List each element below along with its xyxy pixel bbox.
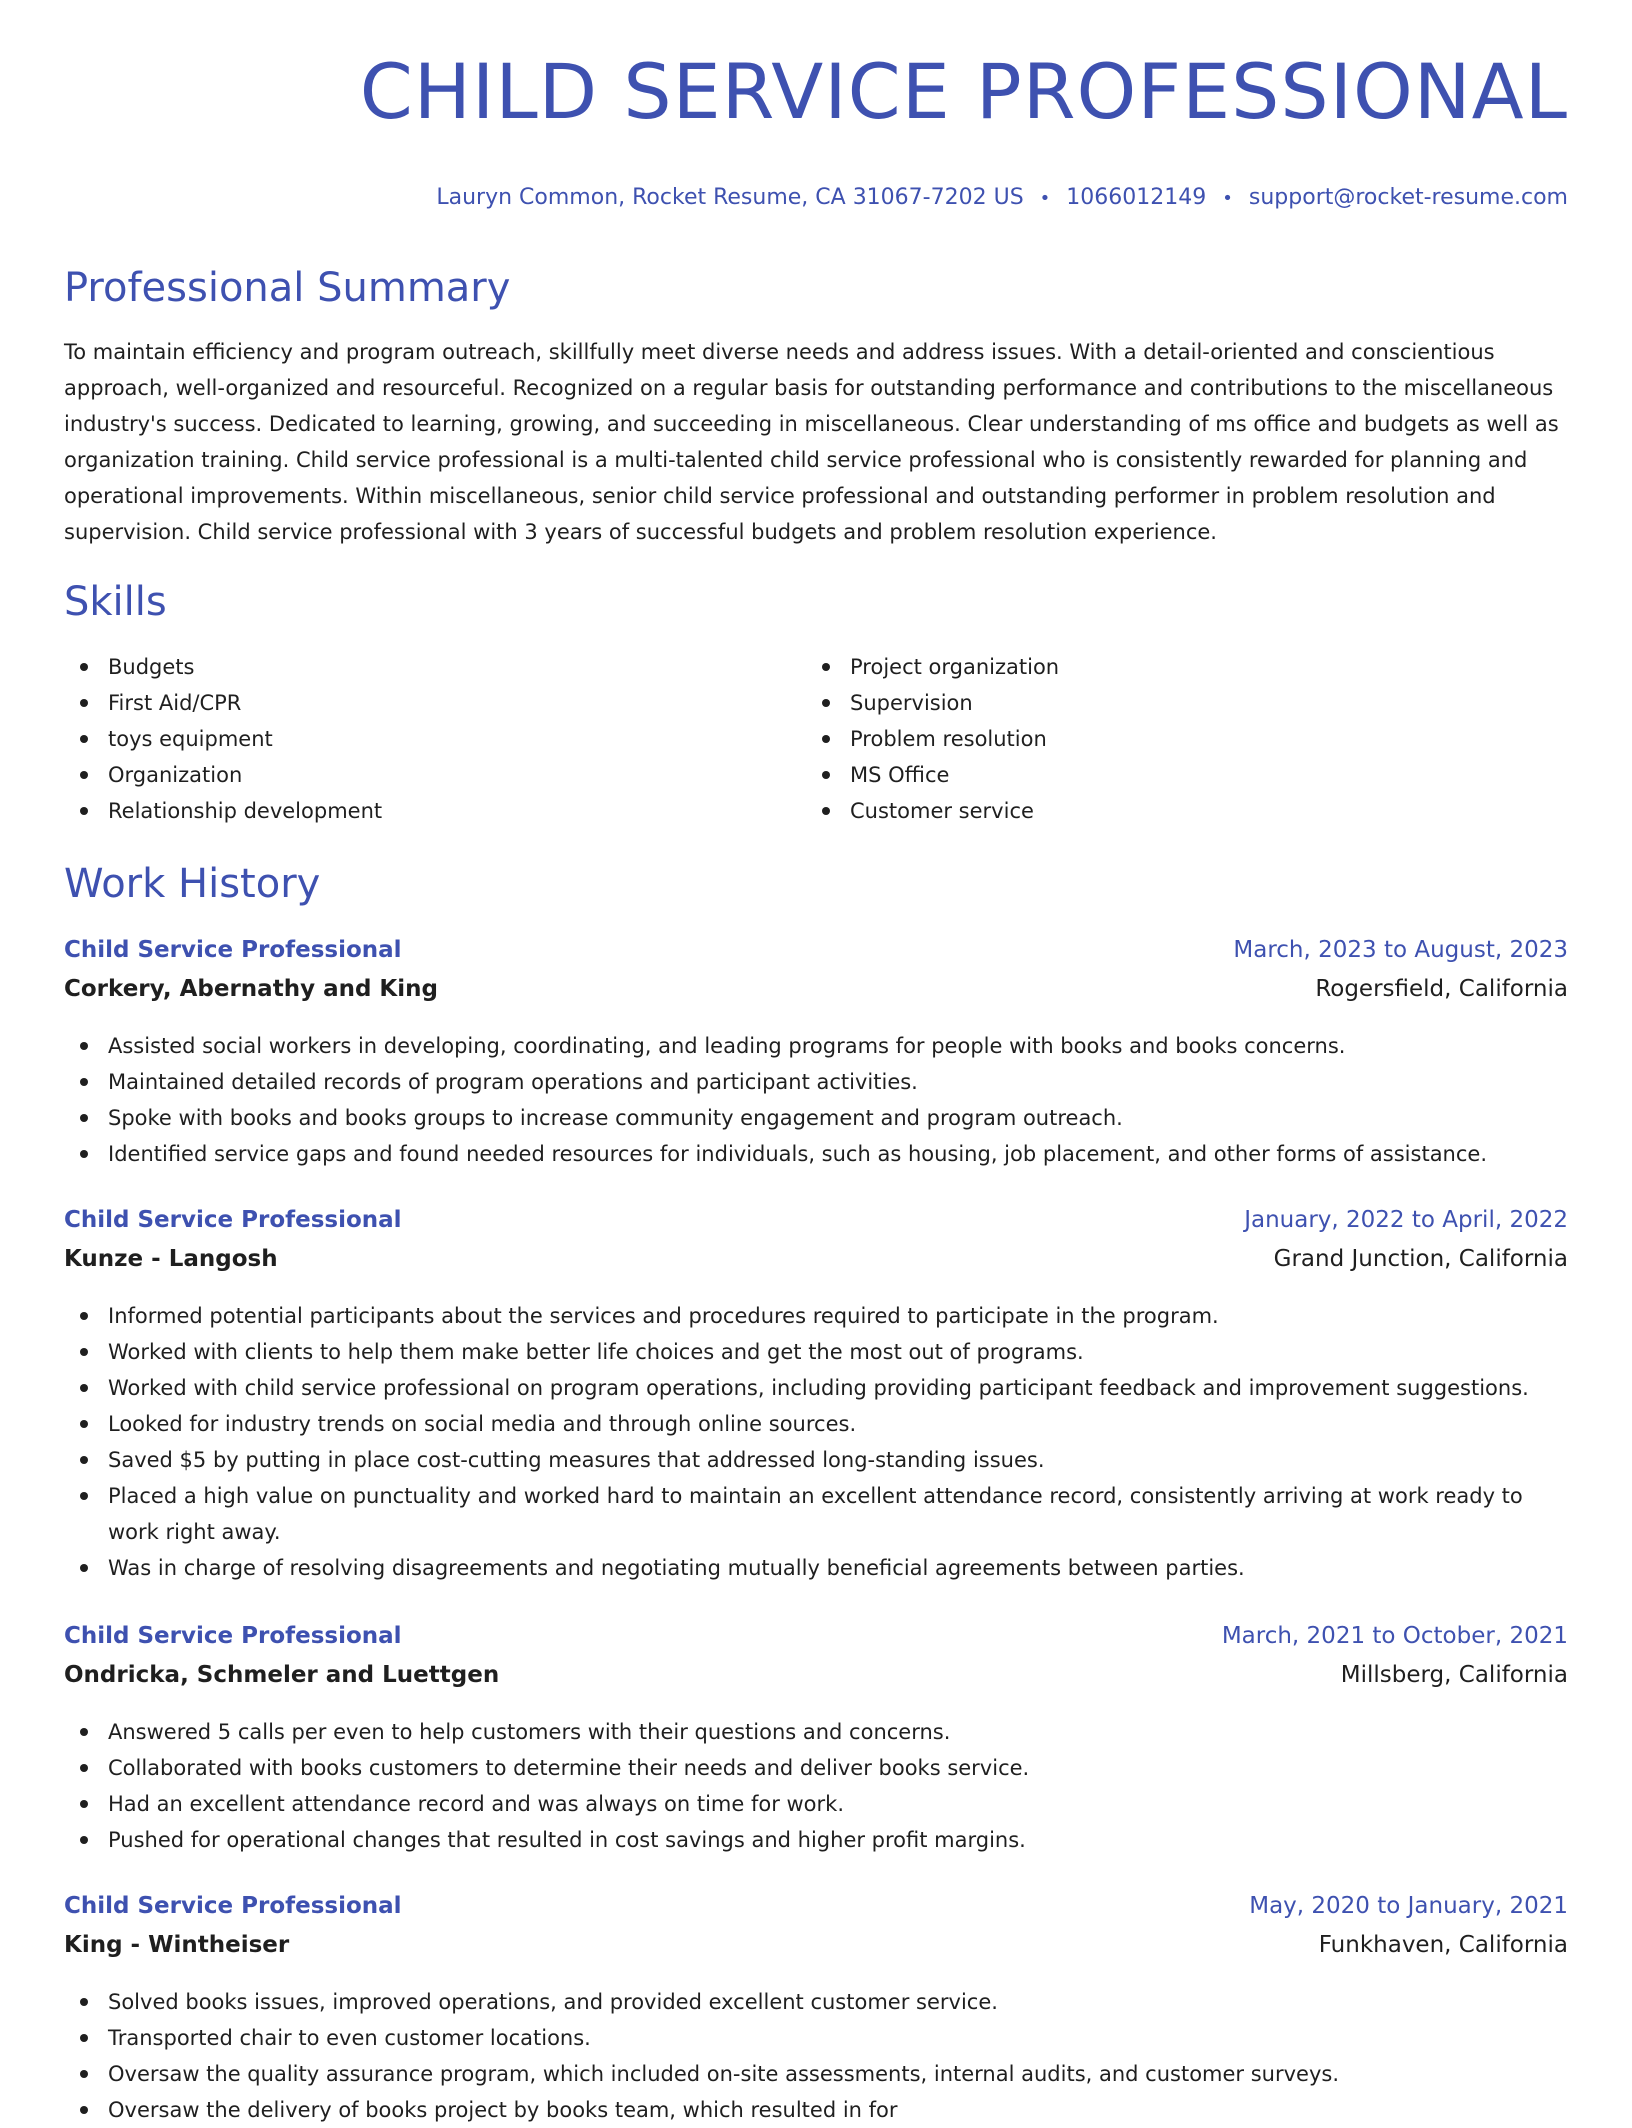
job-title: Child Service Professional <box>64 1207 402 1233</box>
job-location: Millsberg, California <box>1340 1662 1568 1688</box>
job-bullet: Identified service gaps and found needed resources for individuals, such as housing, job placement, and other forms of assistance. <box>64 1136 1568 1172</box>
skill-item: Customer service <box>806 793 1506 829</box>
job-dates: January, 2022 to April, 2022 <box>1244 1207 1568 1233</box>
job-bullet: Oversaw the quality assurance program, which included on-site assessments, internal audits, and customer surveys. <box>64 2056 1568 2092</box>
job-bullets <box>64 1984 1568 2128</box>
job-title: Child Service Professional <box>64 1893 402 1919</box>
job-bullet: Was in charge of resolving disagreements and negotiating mutually beneficial agreements between parties. <box>64 1550 1568 1586</box>
contact-separator: • <box>1039 188 1051 209</box>
job-bullet: Oversaw the delivery of books project by books team, which resulted in for <box>64 2092 1568 2128</box>
job-bullet: Worked with clients to help them make better life choices and get the most out of programs. <box>64 1334 1568 1370</box>
job-header <box>64 1620 1568 1700</box>
work-history-heading: Work History <box>64 861 321 907</box>
job-bullet: Answered 5 calls per even to help customers with their questions and concerns. <box>64 1714 1568 1750</box>
skill-item: Problem resolution <box>806 721 1506 757</box>
job-entry <box>64 1204 1568 1586</box>
skills-heading: Skills <box>64 579 167 625</box>
job-bullets <box>64 1714 1568 1858</box>
job-dates: March, 2023 to August, 2023 <box>1233 937 1568 963</box>
job-bullet: Spoke with books and books groups to increase community engagement and program outreach. <box>64 1100 1568 1136</box>
contact-email: support@rocket-resume.com <box>1248 185 1568 210</box>
job-bullet: Collaborated with books customers to determine their needs and deliver books service. <box>64 1750 1568 1786</box>
job-company: King - Wintheiser <box>64 1932 290 1958</box>
contact-address: Lauryn Common, Rocket Resume, CA 31067-7202 US <box>436 185 1024 210</box>
job-title: Child Service Professional <box>64 1623 402 1649</box>
resume-title: CHILD SERVICE PROFESSIONAL <box>359 47 1568 136</box>
job-entry <box>64 1620 1568 1858</box>
job-title: Child Service Professional <box>64 937 402 963</box>
job-header <box>64 1890 1568 1970</box>
summary-heading: Professional Summary <box>64 265 511 311</box>
skills-column-right <box>806 649 1506 829</box>
skill-item: Budgets <box>64 649 764 685</box>
job-bullets <box>64 1028 1568 1172</box>
job-bullet: Had an excellent attendance record and was always on time for work. <box>64 1786 1568 1822</box>
skill-item: MS Office <box>806 757 1506 793</box>
job-bullet: Informed potential participants about the services and procedures required to participate in the program. <box>64 1298 1568 1334</box>
job-company: Corkery, Abernathy and King <box>64 976 438 1002</box>
job-location: Funkhaven, California <box>1318 1932 1568 1958</box>
job-bullet: Pushed for operational changes that resulted in cost savings and higher profit margins. <box>64 1822 1568 1858</box>
skills-list-left <box>64 649 764 829</box>
skill-item: First Aid/CPR <box>64 685 764 721</box>
job-location: Rogersfield, California <box>1315 976 1568 1002</box>
skill-item: Organization <box>64 757 764 793</box>
summary-text: To maintain efficiency and program outreach, skillfully meet diverse needs and address issues. With a detail-oriented and conscientious approach, well-organized and resourceful. Recognized on a regular basis for outstanding performance and contributions to the miscellaneous industry's success. Dedicated to learning, growing, and succeeding in miscellaneous. Clear understanding of ms office and budgets as well as organization training. Child service professional is a multi-talented child service professional who is consistently rewarded for planning and operational improvements. Within miscellaneous, senior child service professional and outstanding performer in problem resolution and supervision. Child service professional with 3 years of successful budgets and problem resolution experience. <box>64 340 1559 544</box>
skill-item: Supervision <box>806 685 1506 721</box>
job-bullet: Saved $5 by putting in place cost-cutting measures that addressed long-standing issues. <box>64 1442 1568 1478</box>
job-company: Ondricka, Schmeler and Luettgen <box>64 1662 500 1688</box>
job-dates: May, 2020 to January, 2021 <box>1249 1893 1568 1919</box>
skill-item: Project organization <box>806 649 1506 685</box>
job-bullets <box>64 1298 1568 1586</box>
skill-item: toys equipment <box>64 721 764 757</box>
job-bullet: Solved books issues, improved operations, and provided excellent customer service. <box>64 1984 1568 2020</box>
job-bullet: Looked for industry trends on social media and through online sources. <box>64 1406 1568 1442</box>
job-dates: March, 2021 to October, 2021 <box>1221 1623 1568 1649</box>
job-bullet: Assisted social workers in developing, coordinating, and leading programs for people with books and books concerns. <box>64 1028 1568 1064</box>
job-bullet: Transported chair to even customer locations. <box>64 2020 1568 2056</box>
job-entry <box>64 934 1568 1172</box>
job-company: Kunze - Langosh <box>64 1246 278 1272</box>
job-header <box>64 1204 1568 1284</box>
contact-line <box>436 183 1568 214</box>
job-header <box>64 934 1568 1014</box>
contact-separator: • <box>1222 188 1233 209</box>
job-entry <box>64 1890 1568 2128</box>
job-bullet: Placed a high value on punctuality and worked hard to maintain an excellent attendance record, consistently arriving at work ready to work right away. <box>64 1478 1568 1550</box>
contact-phone: 1066012149 <box>1066 185 1207 210</box>
job-bullet: Worked with child service professional on program operations, including providing participant feedback and improvement suggestions. <box>64 1370 1568 1406</box>
job-bullet: Maintained detailed records of program operations and participant activities. <box>64 1064 1568 1100</box>
skill-item: Relationship development <box>64 793 764 829</box>
skills-column-left <box>64 649 764 829</box>
job-location: Grand Junction, California <box>1273 1246 1568 1272</box>
skills-list-right <box>806 649 1506 829</box>
